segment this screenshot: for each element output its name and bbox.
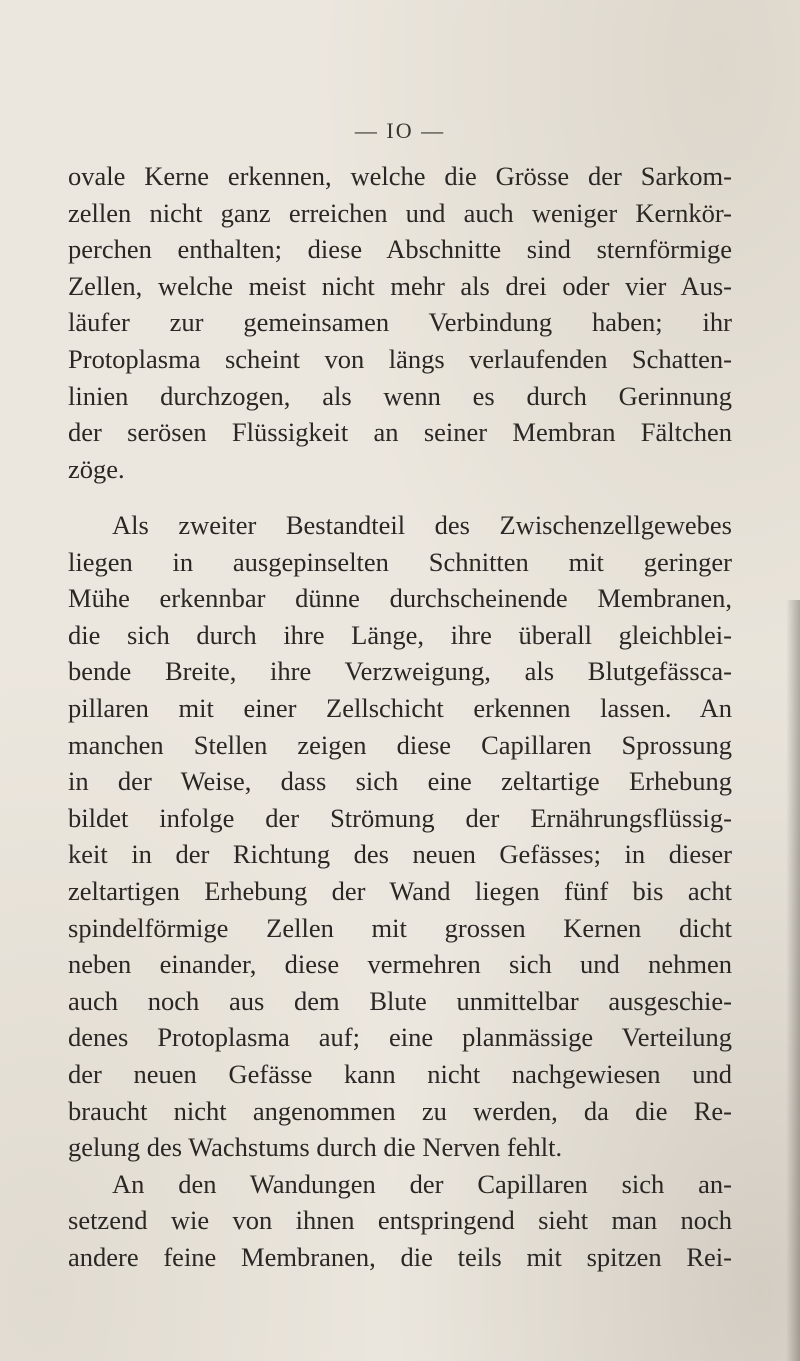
text-line: der serösen Flüssigkeit an seiner Membran Fältchen <box>68 417 732 448</box>
text-line: auch noch aus dem Blute unmittelbar ausgeschie- <box>68 985 732 1016</box>
text-line: die sich durch ihre Länge, ihre überall gleichblei- <box>68 619 732 650</box>
text-line: keit in der Richtung des neuen Gefässes; in dieser <box>68 839 732 870</box>
text-line: in der Weise, dass sich eine zeltartige Erhebung <box>68 766 732 797</box>
paragraph-1 <box>68 158 732 487</box>
text-line: An den Wandungen der Capillaren sich an- <box>112 1168 732 1199</box>
text-line: zellen nicht ganz erreichen und auch weniger Kernkör- <box>68 197 732 228</box>
text-line: läufer zur gemeinsamen Verbindung haben; ihr <box>68 307 732 338</box>
paragraph-2 <box>68 507 732 1275</box>
page-edge-shadow <box>786 600 800 1361</box>
text-line: zöge. <box>68 453 125 484</box>
text-line: manchen Stellen zeigen diese Capillaren Sprossung <box>68 729 732 760</box>
text-line: bende Breite, ihre Verzweigung, als Blutgefässca- <box>68 656 732 687</box>
text-line: liegen in ausgepinselten Schnitten mit geringer <box>68 546 732 577</box>
text-line: bildet infolge der Strömung der Ernährungsflüssig- <box>68 802 732 833</box>
text-line: neben einander, diese vermehren sich und nehmen <box>68 949 732 980</box>
text-line: setzend wie von ihnen entspringend sieht man noch <box>68 1205 732 1236</box>
text-line: denes Protoplasma auf; eine planmässige Verteilung <box>68 1022 732 1053</box>
text-line: andere feine Membranen, die teils mit spitzen Rei- <box>68 1241 732 1272</box>
text-line: Zellen, welche meist nicht mehr als drei oder vier Aus- <box>68 270 732 301</box>
text-line: linien durchzogen, als wenn es durch Gerinnung <box>68 380 732 411</box>
text-line: spindelförmige Zellen mit grossen Kernen dicht <box>68 912 732 943</box>
page-number: — IO — <box>354 118 446 143</box>
text-line: Mühe erkennbar dünne durchscheinende Membranen, <box>68 583 732 614</box>
text-line: der neuen Gefässe kann nicht nachgewiesen und <box>68 1058 732 1089</box>
text-line: gelung des Wachstums durch die Nerven fehlt. <box>68 1132 563 1163</box>
text-line: Als zweiter Bestandteil des Zwischenzellgewebes <box>112 510 732 540</box>
text-line: braucht nicht angenommen zu werden, da die Re- <box>68 1095 732 1126</box>
text-line: ovale Kerne erkennen, welche die Grösse der Sarkom- <box>68 161 732 191</box>
text-line: Protoplasma scheint von längs verlaufenden Schatten- <box>68 343 732 374</box>
text-line: zeltartigen Erhebung der Wand liegen fünf bis acht <box>68 875 732 906</box>
text-line: pillaren mit einer Zellschicht erkennen lassen. An <box>68 692 732 723</box>
text-line: perchen enthalten; diese Abschnitte sind sternförmige <box>68 234 732 265</box>
